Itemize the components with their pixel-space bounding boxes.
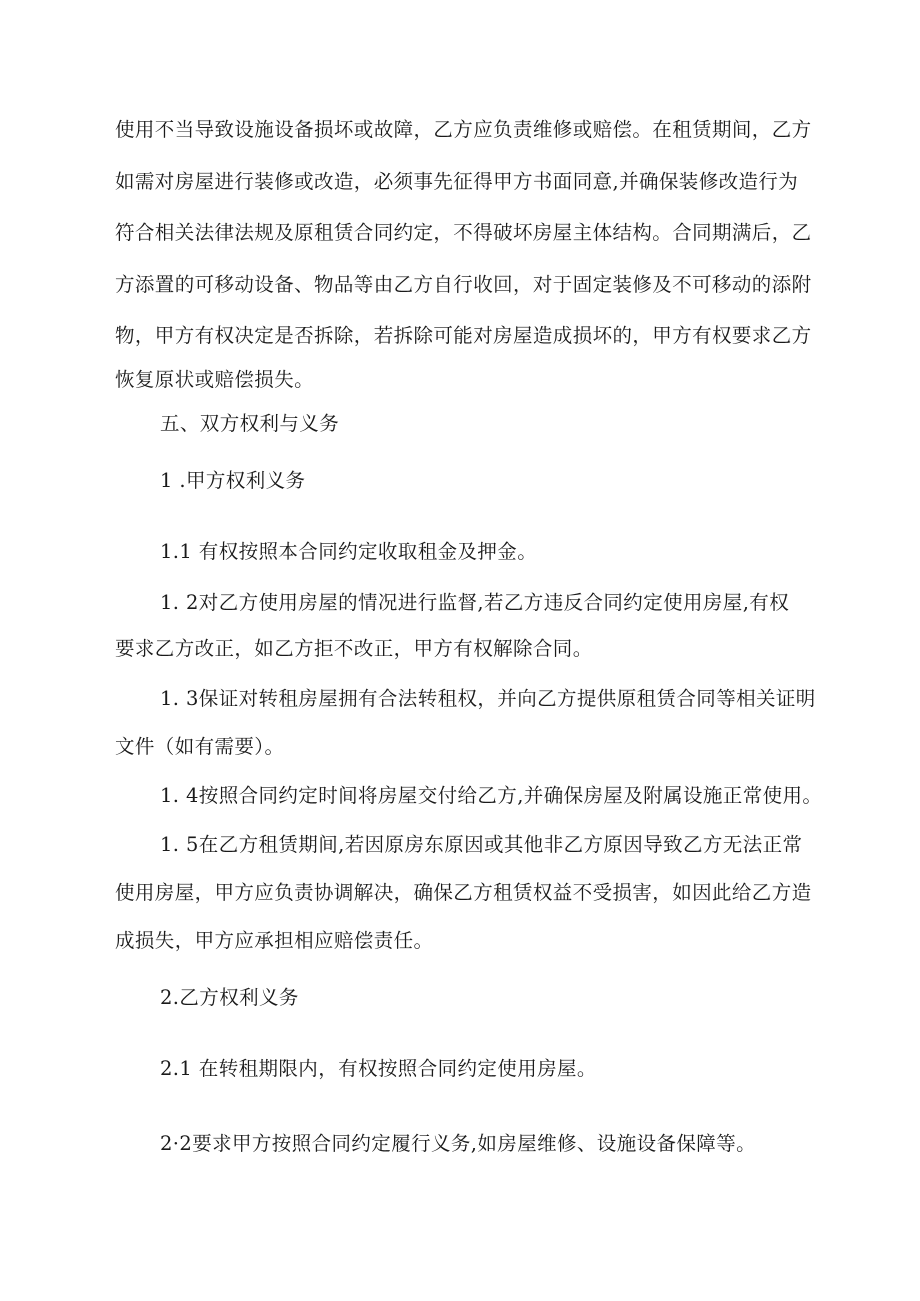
paragraph-line: 恢复原状或赔偿损失。 bbox=[115, 368, 315, 391]
clause-1-3-cont: 文件（如有需要）。 bbox=[115, 735, 285, 758]
section-heading: 五、双方权利与义务 bbox=[160, 412, 340, 435]
clause-1-5: 1. 5在乙方租赁期间,若因原房东原因或其他非乙方原因导致乙方无法正常 bbox=[160, 833, 803, 856]
clause-1-4: 1. 4按照合同约定时间将房屋交付给乙方,并确保房屋及附属设施正常使用。 bbox=[160, 784, 823, 807]
clause-1-1: 1.1 有权按照本合同约定收取租金及押金。 bbox=[160, 540, 538, 563]
clause-1-2-cont: 要求乙方改正，如乙方拒不改正，甲方有权解除合同。 bbox=[115, 637, 593, 660]
paragraph-line: 物，甲方有权决定是否拆除，若拆除可能对房屋造成损坏的，甲方有权要求乙方 bbox=[115, 324, 812, 347]
subsection-heading: 2.乙方权利义务 bbox=[160, 986, 299, 1009]
paragraph-line: 如需对房屋进行装修或改造，必须事先征得甲方书面同意,并确保装修改造行为 bbox=[115, 170, 799, 193]
paragraph-line: 方添置的可移动设备、物品等由乙方自行收回，对于固定装修及不可移动的添附 bbox=[115, 273, 812, 296]
clause-1-2: 1. 2对乙方使用房屋的情况进行监督,若乙方违反合同约定使用房屋,有权 bbox=[160, 591, 790, 614]
paragraph-line: 使用不当导致设施设备损坏或故障，乙方应负责维修或赔偿。在租赁期间，乙方 bbox=[115, 118, 812, 141]
subsection-heading: 1 .甲方权利义务 bbox=[160, 469, 306, 492]
clause-1-5-cont: 使用房屋，甲方应负责协调解决，确保乙方租赁权益不受损害，如因此给乙方造 bbox=[115, 881, 812, 904]
clause-1-5-cont: 成损失，甲方应承担相应赔偿责任。 bbox=[115, 929, 434, 952]
clause-1-3: 1. 3保证对转租房屋拥有合法转租权，并向乙方提供原租赁合同等相关证明 bbox=[160, 687, 816, 710]
clause-2-2: 2·2要求甲方按照合同约定履行义务,如房屋维修、设施设备保障等。 bbox=[160, 1132, 757, 1155]
paragraph-line: 符合相关法律法规及原租赁合同约定，不得破坏房屋主体结构。合同期满后，乙 bbox=[115, 221, 812, 244]
clause-2-1: 2.1 在转租期限内，有权按照合同约定使用房屋。 bbox=[160, 1057, 597, 1080]
